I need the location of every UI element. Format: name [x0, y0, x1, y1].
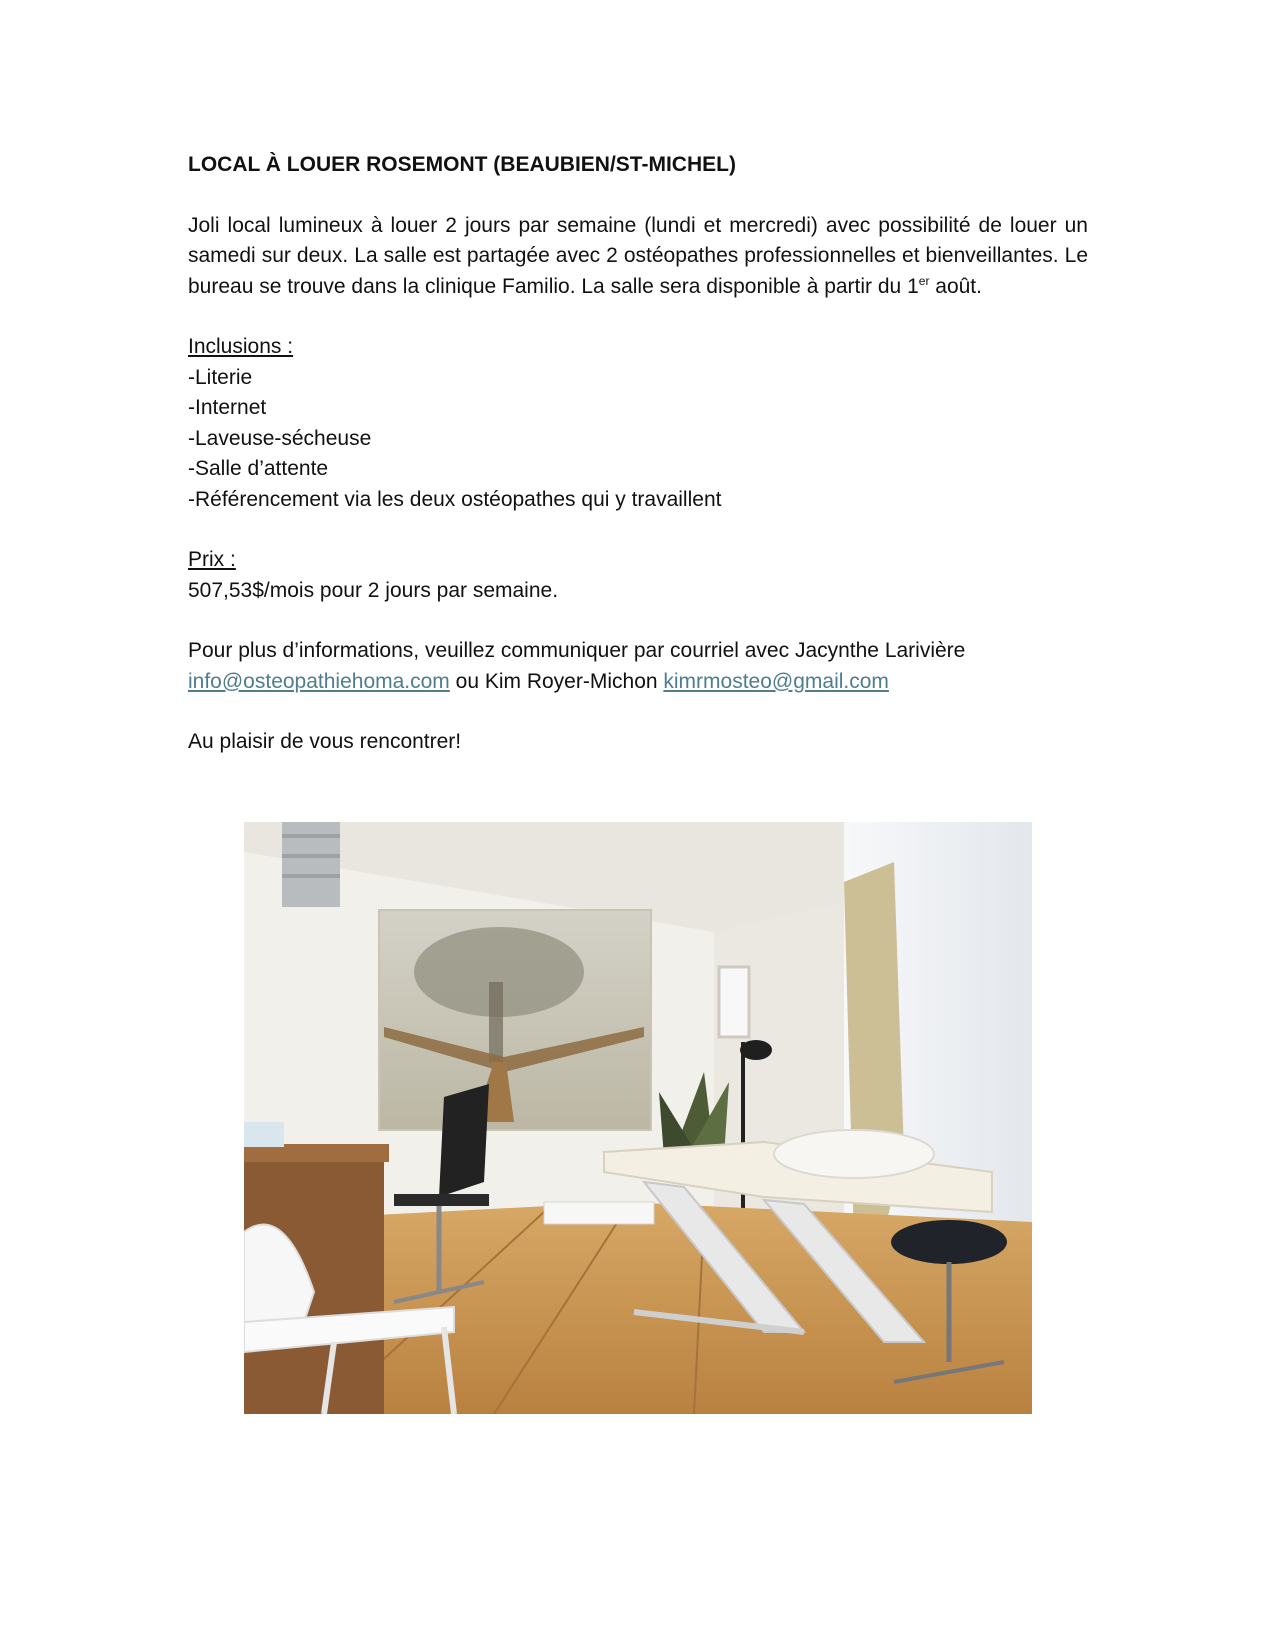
price-heading: Prix : — [188, 548, 236, 571]
document-title: LOCAL À LOUER ROSEMONT (BEAUBIEN/ST-MICHEL) — [188, 153, 736, 176]
inclusions-heading: Inclusions : — [188, 335, 294, 358]
list-item: -Référencement via les deux ostéopathes qui y travaillent — [188, 487, 722, 511]
email-link-kim[interactable]: kimrmosteo@gmail.com — [663, 669, 889, 693]
office-room-photo — [244, 822, 1032, 1414]
list-item: -Salle d’attente — [188, 457, 329, 480]
email-link-jacynthe[interactable]: info@osteopathiehoma.com — [188, 669, 450, 693]
intro-paragraph — [188, 211, 1088, 303]
closing-text: Au plaisir de vous rencontrer! — [188, 730, 462, 753]
ordinal-superscript: er — [918, 273, 930, 288]
intro-text-end: août. — [929, 274, 982, 298]
list-item: -Literie — [188, 365, 253, 389]
price-text: 507,53$/mois pour 2 jours par semaine. — [188, 578, 559, 602]
inclusions-list — [188, 363, 1088, 516]
contact-emails — [188, 667, 1088, 698]
room-illustration — [244, 822, 1032, 1414]
document-body — [188, 150, 1088, 758]
contact-line: Pour plus d’informations, veuillez communiquer par courriel avec Jacynthe Larivière — [188, 639, 966, 662]
list-item: -Internet — [188, 396, 267, 419]
intro-text: Joli local lumineux à louer 2 jours par semaine (lundi et mercredi) avec possibilité de louer un samedi sur deux. La salle est partagée avec 2 ostéopathes professionnelles et bienveillantes. Le bureau se trouve dans la clinique Familio. La salle sera disponible à partir du 1 — [188, 213, 1088, 298]
list-item: -Laveuse-sécheuse — [188, 426, 372, 450]
contact-middle-text: ou Kim Royer-Michon — [449, 669, 664, 693]
